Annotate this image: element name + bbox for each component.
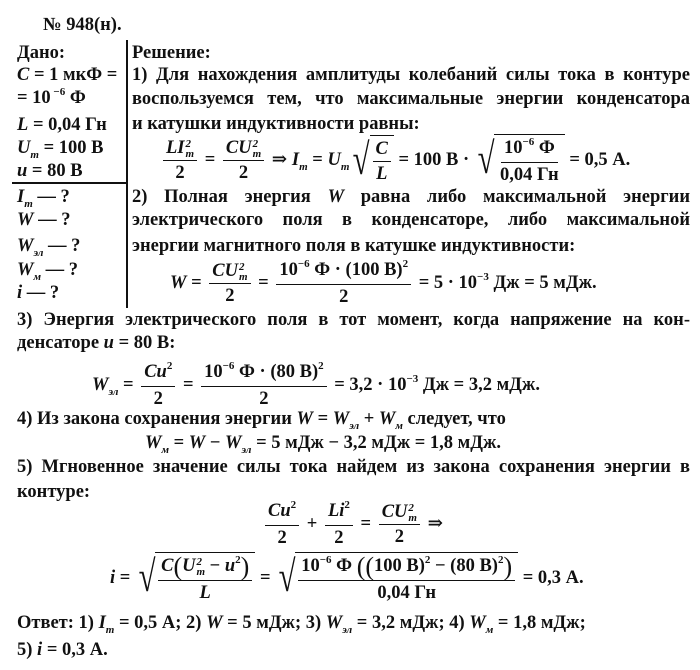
subscript: эл (33, 247, 44, 259)
fraction (276, 258, 411, 309)
variable: I (98, 613, 106, 633)
text: = 100 В (38, 138, 104, 158)
subscript: m (340, 160, 350, 173)
text: денсаторе (17, 333, 104, 353)
variable: u (103, 333, 114, 353)
text: = 80 В: (113, 333, 176, 353)
step5-line2 (17, 481, 90, 503)
text: Ф · (80 В) (234, 362, 319, 382)
text: 5) (17, 640, 38, 660)
text: = (118, 374, 139, 395)
text: ⇒ (422, 513, 444, 534)
text: воспользуемся тем, что максимальные энергии конденсатора (132, 89, 690, 109)
given-capacitance (17, 64, 117, 86)
fraction (379, 500, 420, 549)
variable: u (224, 556, 236, 576)
text: = 0,04 Гн (28, 115, 107, 135)
text: 2) Полная энергия (132, 187, 328, 207)
text: = 100 В · (393, 149, 474, 170)
variable: i (17, 283, 23, 303)
variable: U (327, 149, 341, 170)
subscript: m (30, 149, 39, 161)
superscript: 2 (402, 258, 409, 270)
step2-line3 (132, 235, 575, 257)
variable: W (145, 433, 162, 453)
variable: I (291, 149, 300, 170)
given-capacitance-si (17, 87, 86, 111)
variable: u (17, 161, 28, 181)
text: 10 (301, 556, 320, 576)
formula-electric-energy (92, 360, 540, 411)
text: Ф · (100 В) (309, 260, 403, 280)
superscript: 2 (252, 137, 259, 150)
text: 3) Энергия электрического поля в тот момент, когда напряжение на кон- (17, 310, 690, 330)
fraction (223, 136, 264, 185)
radicand (295, 552, 518, 605)
subscript: m (408, 511, 417, 524)
variable: C (17, 65, 30, 85)
fraction (265, 499, 299, 550)
text: ⇒ (267, 149, 292, 170)
text: − (80 В) (430, 556, 498, 576)
find-electric-energy (17, 235, 80, 259)
text: — ? (33, 210, 71, 230)
text: = (255, 567, 276, 588)
denominator (236, 161, 251, 185)
text: 2 (394, 527, 404, 547)
text: — ? (43, 236, 81, 256)
solution-heading: Решение: (132, 43, 211, 63)
numerator (276, 258, 411, 285)
text: = (186, 272, 207, 293)
text: = 0,5 А. (564, 149, 631, 170)
bracket: (( (356, 551, 375, 581)
text: 2 (153, 389, 163, 409)
superscript: 2 (497, 554, 504, 566)
variable: W (206, 613, 223, 633)
numerator (209, 259, 250, 284)
radical-sign-icon: √ (477, 134, 495, 183)
variable: Li (327, 501, 345, 521)
superscript: 2 (235, 554, 241, 566)
variable: W (332, 409, 350, 429)
subscript: эл (342, 624, 353, 636)
problem-number: № 948(н). (43, 15, 122, 35)
sup-sub (253, 139, 262, 159)
superscript: 2 (408, 501, 414, 514)
variable: U (17, 138, 31, 158)
text: = 0,5 А; 2) (114, 613, 207, 633)
fraction (201, 360, 327, 411)
text: 4) Из закона сохранения энергии (17, 409, 297, 429)
text: = 1,8 мДж; (493, 613, 586, 633)
text: = 80 В (27, 161, 83, 181)
variable: L (199, 583, 211, 603)
numerator (163, 136, 197, 161)
variable: C (375, 139, 388, 159)
superscript: −6 (522, 136, 535, 148)
superscript: 2 (196, 555, 202, 568)
variable: I (17, 187, 25, 207)
find-energy (17, 209, 70, 231)
text: − (205, 433, 226, 453)
variable: W (188, 433, 206, 453)
text: 2 (238, 163, 249, 183)
step3-line2 (17, 332, 175, 354)
text: 10 (279, 260, 298, 280)
text: Ф (331, 556, 357, 576)
variable: CU (381, 502, 408, 522)
text: 1) Для нахождения амплитуды колебаний силы тока в контуре (132, 65, 690, 85)
text: энергии магнитного поля в катушке индуктивности: (132, 236, 576, 256)
numerator (501, 136, 558, 163)
text: = (115, 567, 135, 588)
subscript: m (238, 270, 248, 283)
text: равна либо максимальной энергии (344, 187, 690, 207)
text: — ? (32, 187, 70, 207)
subscript: эл (349, 420, 360, 432)
denominator (497, 163, 562, 187)
text: и катушки индуктивности равны: (132, 114, 420, 134)
numerator (158, 551, 252, 581)
step4-line1 (17, 408, 506, 432)
text: электрического поля в конденсаторе, либо максимальной (132, 210, 690, 230)
superscript: −6 (50, 86, 66, 98)
sup-sub (186, 139, 195, 159)
text: = 5 мДж; 3) (222, 613, 326, 633)
variable: i (110, 567, 116, 588)
subscript: m (105, 624, 115, 636)
denominator (373, 162, 390, 186)
superscript: −3 (406, 372, 419, 385)
variable: W (327, 187, 345, 207)
text: — ? (22, 283, 60, 303)
text: = 0,3 А. (42, 640, 108, 660)
subscript: эл (108, 385, 119, 398)
denominator (172, 161, 187, 185)
text: = (178, 374, 199, 395)
text: = (253, 272, 274, 293)
given-divider (12, 182, 127, 184)
fraction (209, 259, 250, 308)
numerator (141, 360, 175, 387)
variable: L (376, 164, 388, 184)
given-inductance (17, 114, 107, 136)
superscript: 2 (424, 554, 431, 566)
subscript: м (395, 420, 403, 432)
formula-total-energy (170, 258, 597, 309)
variable: C (161, 556, 174, 576)
variable: W (17, 236, 34, 256)
subscript: m (196, 565, 206, 578)
formula-current-amplitude (160, 134, 630, 187)
subscript: м (33, 271, 41, 283)
variable: L (17, 115, 29, 135)
superscript: 2 (318, 360, 324, 372)
radicand (155, 552, 255, 605)
sup-sub (239, 262, 248, 282)
variable: Cu (268, 501, 291, 521)
denominator (392, 525, 407, 549)
text: 0,04 Гн (499, 165, 559, 185)
superscript: −6 (297, 258, 310, 270)
denominator (331, 526, 346, 550)
bracket: ( (173, 551, 183, 581)
text: 10 (503, 138, 523, 158)
variable: W (378, 409, 396, 429)
subscript: m (185, 147, 195, 160)
text: = 0,3 А. (518, 567, 584, 588)
square-root (135, 552, 255, 605)
fraction (325, 499, 353, 550)
text: = (312, 409, 333, 429)
radical-sign-icon: √ (353, 135, 370, 184)
fraction (158, 551, 252, 605)
answer-line1 (17, 612, 586, 636)
subscript: эл (241, 444, 252, 456)
text: 100 В) (374, 556, 425, 576)
given-voltage-amplitude (17, 137, 103, 161)
superscript: 2 (166, 360, 173, 372)
formula-energy-conservation (262, 499, 443, 550)
square-root (275, 552, 518, 605)
numerator (325, 499, 353, 526)
find-current (17, 282, 59, 304)
subscript: m (299, 160, 308, 173)
variable: W (17, 260, 34, 280)
denominator (274, 526, 289, 550)
formula-instant-current (110, 552, 584, 605)
denominator (222, 284, 237, 308)
denominator (336, 285, 351, 309)
text: — ? (41, 260, 78, 280)
find-current-amplitude (17, 186, 70, 210)
variable: Cu (144, 362, 167, 382)
text: = 10 (17, 88, 51, 108)
fraction (141, 360, 175, 411)
variable: CU (225, 138, 252, 158)
text: = (200, 149, 220, 170)
text: 2 (225, 286, 235, 306)
variable: U (182, 556, 196, 576)
square-root (349, 135, 394, 186)
sup-sub (408, 503, 417, 523)
text: 5) Мгновенное значение силы тока найдем из закона сохранения энергии в (17, 457, 690, 477)
variable: W (469, 613, 486, 633)
radical-sign-icon: √ (278, 552, 296, 601)
numerator (373, 137, 391, 162)
fraction (497, 136, 562, 187)
answer-line2 (17, 639, 108, 661)
denominator (374, 581, 439, 605)
radicand (494, 134, 565, 187)
step3-line1 (17, 309, 690, 331)
text: 2 (259, 389, 269, 409)
text: = (307, 149, 328, 170)
text: следует, что (402, 409, 506, 429)
text: = (355, 513, 376, 534)
radicand (370, 135, 394, 186)
formula-magnetic-energy (145, 432, 501, 456)
numerator (298, 551, 515, 581)
step1-line3 (132, 113, 420, 135)
variable: W (92, 374, 109, 395)
superscript: 2 (185, 137, 191, 150)
sup-sub (196, 557, 205, 577)
numerator (265, 499, 299, 526)
bracket: ) (503, 551, 513, 581)
given-voltage-instant (17, 160, 83, 182)
text: контуре: (17, 482, 91, 502)
text: = 1 мкФ = (29, 65, 118, 85)
text: = 3,2 · 10 (329, 374, 407, 395)
subscript: m (24, 198, 33, 210)
text: − (205, 556, 225, 576)
text: Ответ: 1) (17, 613, 99, 633)
text: = (169, 433, 189, 453)
fraction (373, 137, 391, 186)
subscript: м (485, 624, 494, 636)
text: 2 (277, 528, 287, 548)
text: + (302, 513, 322, 534)
text: Дж = 5 мДж. (488, 272, 597, 293)
step2-line1 (132, 186, 690, 208)
step2-line2 (132, 209, 690, 231)
superscript: −6 (222, 360, 235, 372)
variable: W (170, 272, 187, 293)
numerator (379, 500, 420, 525)
radical-sign-icon: √ (138, 552, 156, 601)
text: Ф (534, 138, 555, 158)
variable: W (296, 409, 313, 429)
column-divider (126, 40, 128, 308)
text: = 3,2 мДж; 4) (352, 613, 470, 633)
superscript: 2 (238, 260, 245, 273)
variable: LI (166, 138, 185, 158)
text: 2 (334, 528, 344, 548)
step1-line2 (132, 88, 690, 110)
variable: CU (212, 261, 238, 281)
superscript: 2 (290, 499, 297, 511)
given-heading: Дано: (17, 43, 66, 63)
text: + (359, 409, 379, 429)
superscript: −3 (477, 270, 489, 283)
superscript: −6 (319, 554, 332, 566)
superscript: 2 (344, 499, 350, 511)
text: Ф (65, 88, 86, 108)
text: = 5 · 10 (414, 272, 478, 293)
numerator (201, 360, 327, 387)
subscript: м (161, 444, 169, 456)
denominator (197, 581, 214, 605)
bracket: ) (240, 551, 250, 581)
find-magnetic-energy (17, 259, 78, 283)
text: 2 (175, 163, 185, 183)
fraction (298, 551, 515, 605)
subscript: m (252, 147, 262, 160)
text: 2 (339, 287, 349, 307)
text: Дж = 3,2 мДж. (418, 374, 540, 395)
fraction (163, 136, 197, 185)
step5-line1 (17, 456, 690, 478)
text: = 5 мДж − 3,2 мДж = 1,8 мДж. (251, 433, 502, 453)
variable: i (37, 640, 43, 660)
text: 10 (204, 362, 223, 382)
variable: W (225, 433, 242, 453)
numerator (223, 136, 264, 161)
square-root (474, 134, 565, 187)
text: 0,04 Гн (377, 583, 437, 603)
variable: W (325, 613, 343, 633)
variable: W (17, 210, 34, 230)
step1-line1 (132, 64, 690, 86)
